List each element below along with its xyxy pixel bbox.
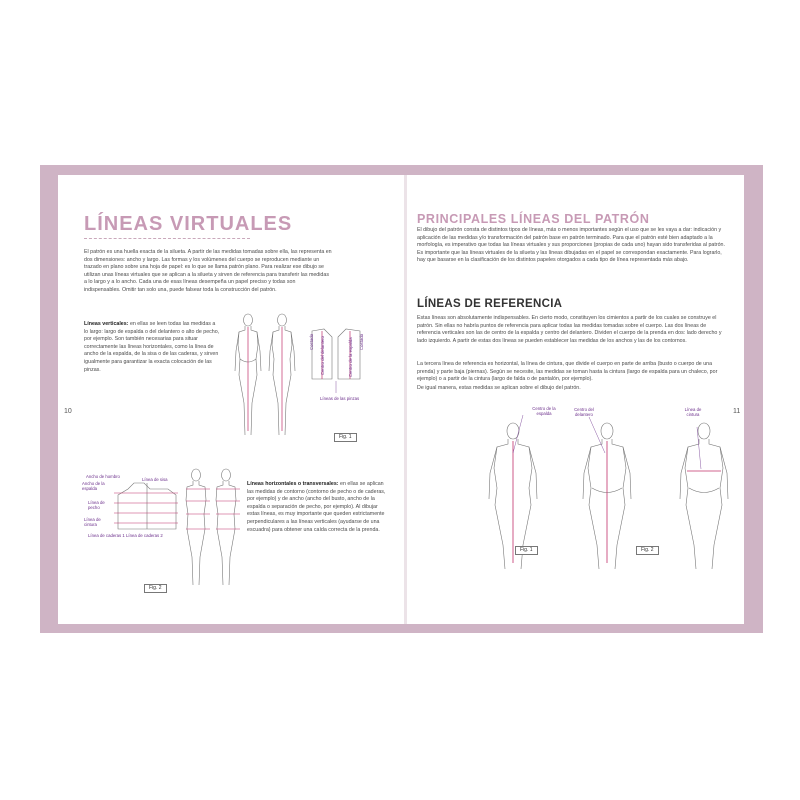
reference-paragraph-3: De igual manera, estas medidas se aplican sobre el dibujo del patrón.	[417, 385, 581, 391]
label-linea-caderas-1: Línea de caderas 1	[88, 533, 125, 538]
reference-paragraph-1: Estas líneas son absolutamente indispensables. En cierto modo, constituyen los cimientos a partir de los cuales se construye el patrón. Sin ellas no habría puntos de referencia para aplicar todas las medidas tomadas sobre el cuerpo. Las dos líneas de referencia verticales son las de centro de la espalda y centro del delantero. Dividen el cuerpo de la prenda en dos: lado derecho y lado izquierdo. A partir de estas dos líneas se pueden establecer las medidas de los anchos y las de los contornos.	[417, 315, 722, 344]
left-page	[58, 175, 404, 624]
label-centro-espalda: Centro de la espalda	[348, 337, 353, 377]
vertical-lines-text: en ellas se leen todas las medidas a lo largo: largo de espalda o del delantero o alto de pecho, por ejemplo. Son también necesarias para situar correctamente las líneas horizontales, como la línea de ancho de la espalda, de la sisa o de las caderas, y sirven igualmente para garantizar la exacta colocación de las pinzas.	[84, 321, 220, 373]
reference-lines-heading: LÍNEAS DE REFERENCIA	[417, 298, 563, 310]
label-linea-caderas-2: Línea de caderas 2	[126, 533, 163, 538]
label-linea-pecho: Línea de pecho	[88, 500, 105, 510]
label-costado-1: Costado	[309, 333, 314, 350]
figure-front-2	[186, 469, 206, 585]
horizontal-lines-text: en ellas se aplican las medidas de contorno (contorno de pecho o de caderas, por ejemplo) y de ancho (ancho del busto, ancho de la espalda o separación de pecho, por ejemplo). Al dibujar estas líneas, es muy importante que queden estrictamente perpendiculares a las líneas verticales (ayudarse de una escuadra) para obtener una caída correcta de la prenda.	[247, 481, 386, 533]
label-ancho-espalda: Ancho de la espalda	[82, 481, 105, 491]
right-page	[407, 175, 744, 624]
label-linea-cintura-right: Línea de cintura	[684, 407, 702, 417]
label-centro-delantero-right: Centro del delantero	[574, 407, 594, 417]
reference-figures-illustration	[407, 413, 744, 573]
label-linea-cintura: Línea de cintura	[84, 517, 101, 527]
horizontal-lines-paragraph	[247, 481, 387, 534]
fig2-left-caption: Fig. 2	[144, 584, 167, 593]
left-intro-paragraph: El patrón es una huella exacta de la silueta. A partir de las medidas tomadas sobre ella, las representa en dos dimensiones: ancho y largo. Las formas y los volúmenes del cuerpo se reproducen mediante un trazado en plano sobre una hoja de papel: es lo que se llama patrón plano. Para realizar ese dibujo se utilizan unas líneas virtuales que se aplican a la silueta y sirven de referencia para transferir las medidas a lo largo y a lo ancho. Cada una de esas líneas desempeña un papel preciso y todas son indispensables. Omitir tan solo una, puede falsear toda la construcción del patrón.	[84, 249, 332, 293]
figure-waist-view	[680, 423, 728, 569]
label-ancho-hombro: Ancho de hombro	[86, 474, 120, 479]
horizontal-lines-heading: Líneas horizontales o transversales:	[247, 481, 339, 487]
label-centro-delantero: Centro del delantero	[320, 336, 325, 375]
fig2-illustration	[114, 467, 244, 587]
book-spread	[40, 165, 763, 633]
right-page-title: PRINCIPALES LÍNEAS DEL PATRÓN	[417, 212, 650, 226]
label-centro-espalda-right: Centro de la espalda	[532, 406, 556, 416]
label-lineas-pinzas: Líneas de las pinzas	[320, 396, 360, 401]
fig2-right-caption: Fig. 2	[636, 546, 659, 555]
label-linea-sisa: Línea de sisa	[142, 477, 168, 482]
fig1-left-caption: Fig. 1	[334, 433, 357, 442]
reference-paragraph-2: La tercera línea de referencia es horizontal, la línea de cintura, que divide el cuerpo en parte de arriba (busto o cuerpo de una prenda) y parte baja (piernas). Según se necesite, las medidas se toman hasta la cintura (largo de espalda para un chaleco, por ejemplo) o a partir de la cintura (largo de falda o de pantalón, por ejemplo).	[417, 361, 718, 383]
vertical-lines-paragraph	[84, 321, 220, 374]
title-underline	[84, 238, 250, 239]
fig1-right-caption: Fig. 1	[515, 546, 538, 555]
right-intro-paragraph: El dibujo del patrón consta de distintos tipos de líneas, más o menos importantes según el uso que se les vaya a dar: indicación y aplicación de las medidas y/o transformación del patrón base en patrón terminado. Para que el patrón esté bien adaptado a la morfología, es imperativo que todas las líneas virtuales y sus proporciones (propias de cada uno) hayan sido transferidas al patrón. Es importante que las líneas virtuales de la silueta y las líneas dibujadas en el papel se correspondan exactamente. Para lograrlo, hay que basarse en la clasificación de los distintos papeles otorgados a cada tipo de línea representada más abajo.	[417, 227, 725, 264]
page-number-left: 10	[64, 408, 72, 415]
label-costado-2: Costado	[359, 333, 364, 350]
fig1-illustration	[228, 313, 378, 443]
vertical-lines-heading: Líneas verticales:	[84, 321, 129, 327]
left-page-title: LÍNEAS VIRTUALES	[84, 213, 293, 235]
figure-back-2	[216, 469, 236, 585]
page-number-right: 11	[733, 408, 741, 415]
